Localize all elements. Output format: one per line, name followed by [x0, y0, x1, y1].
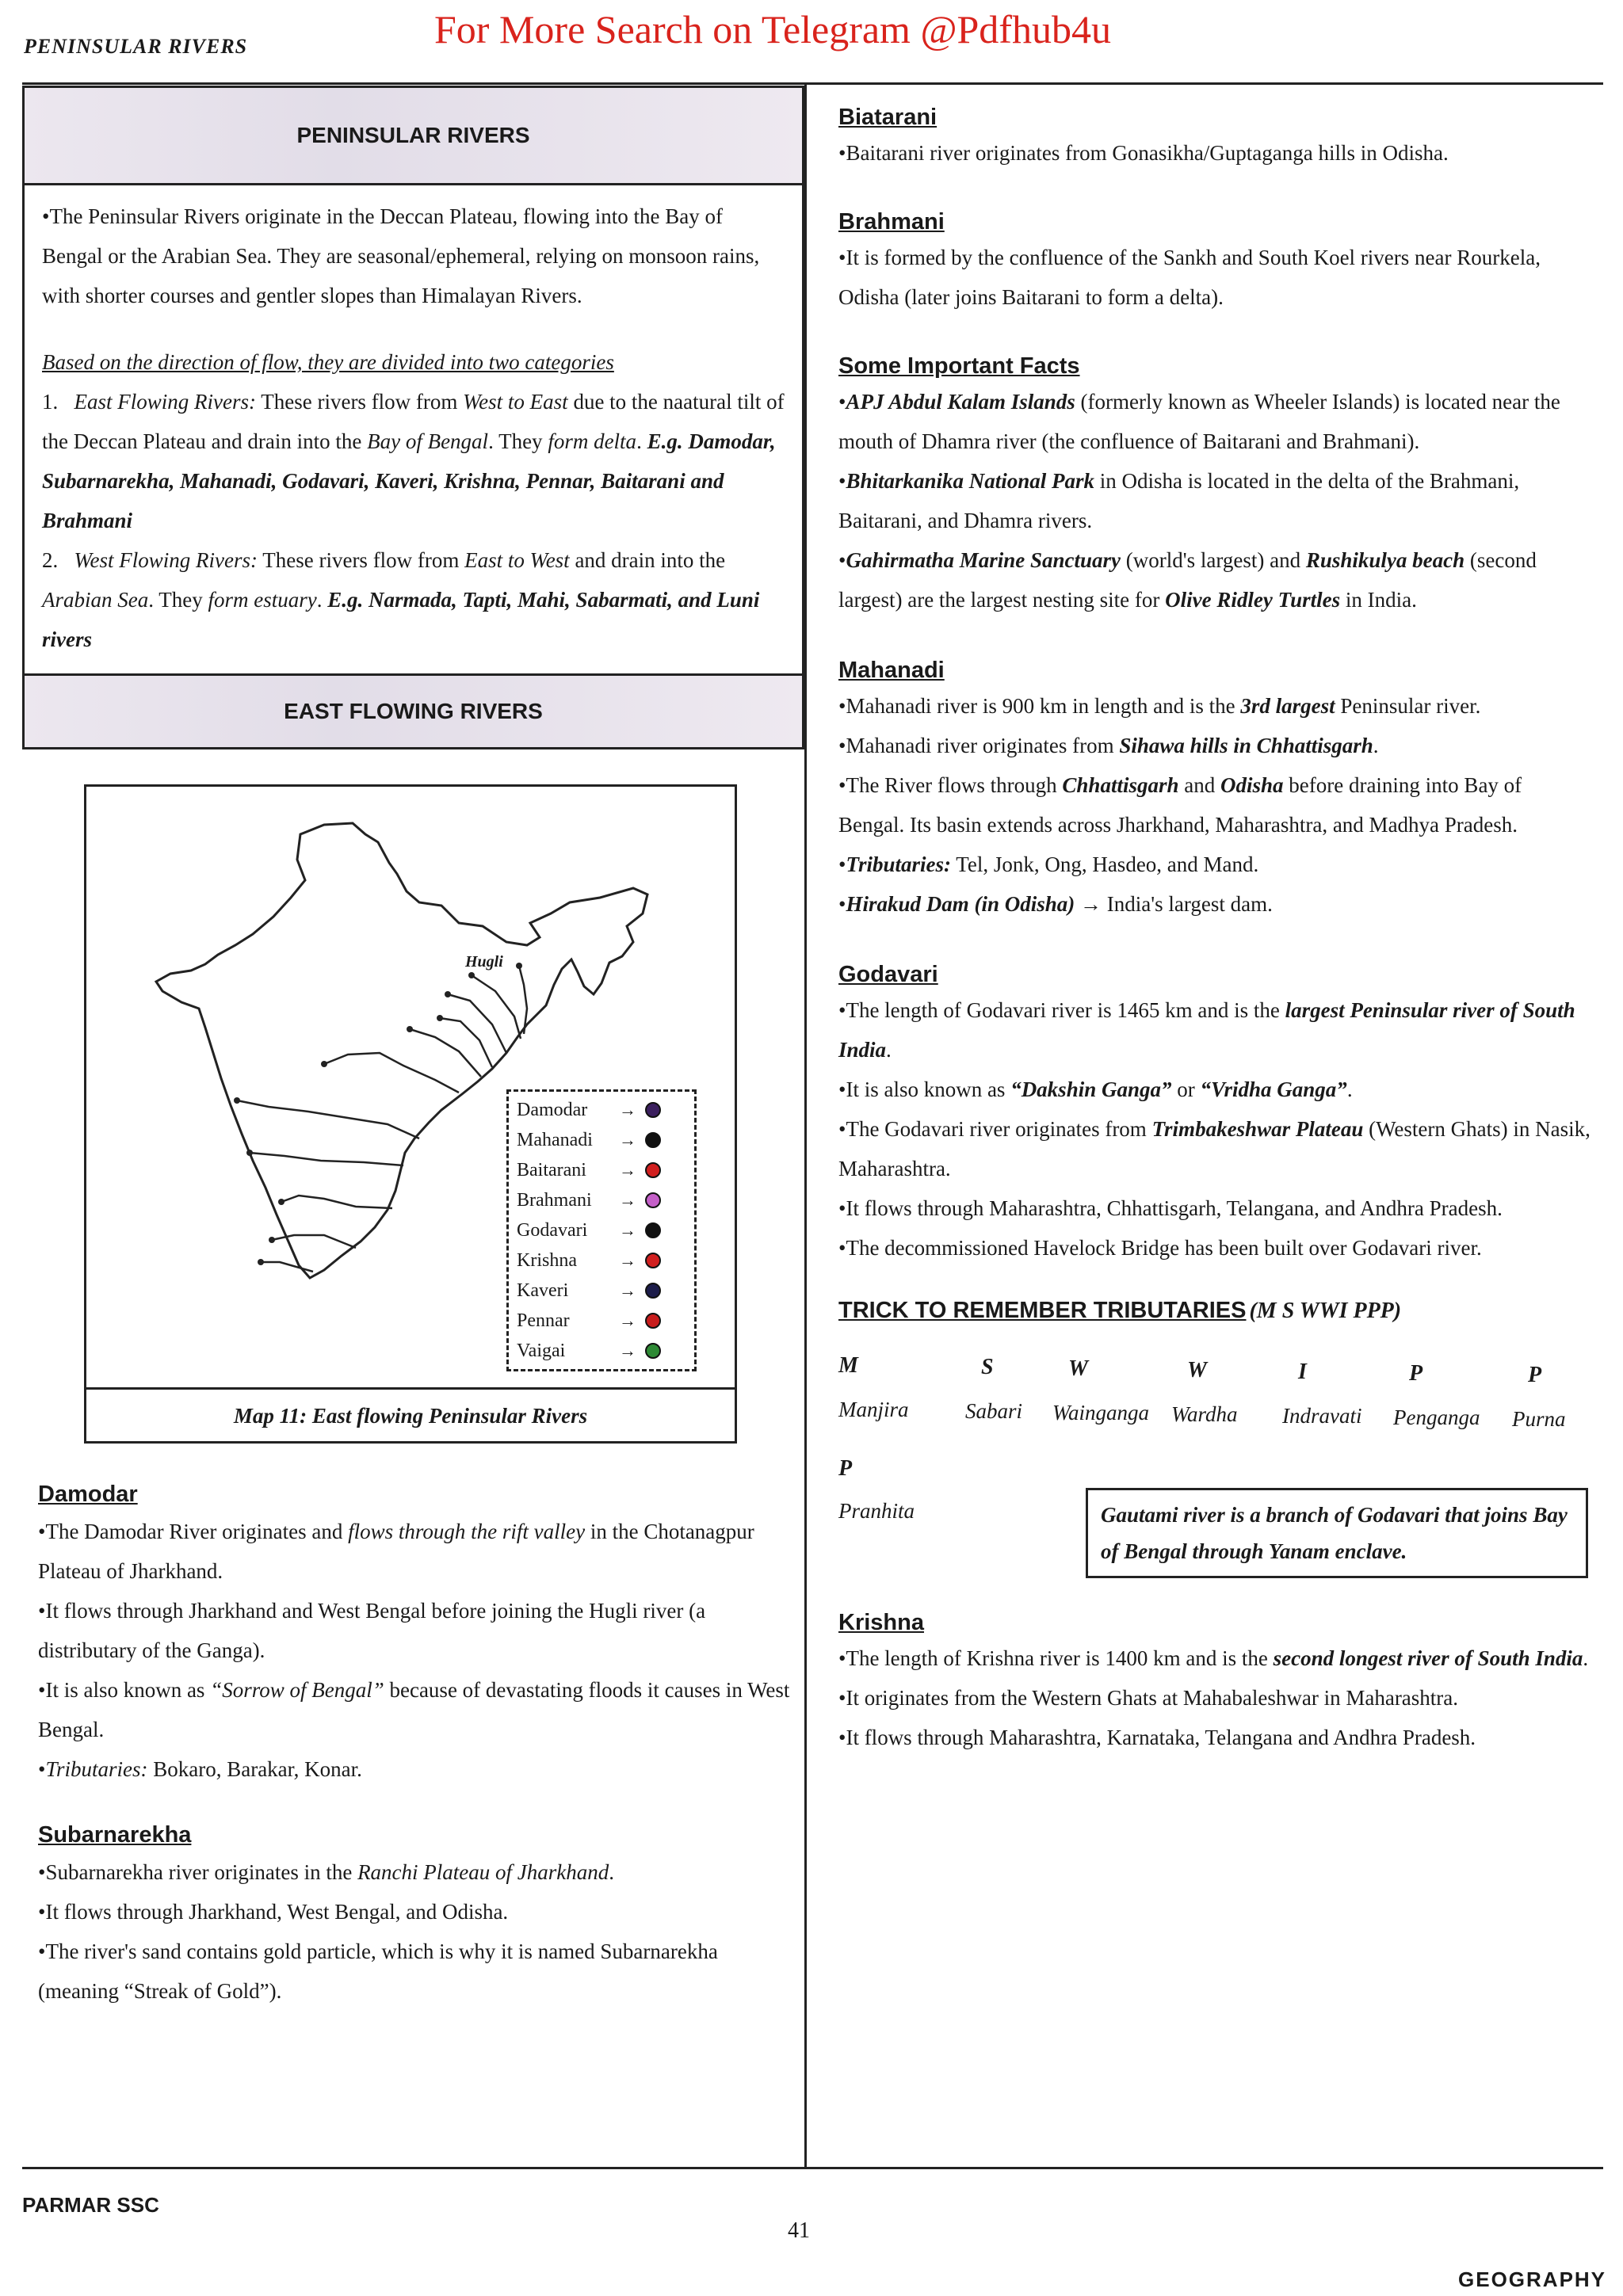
footer-brand: PARMAR SSC	[22, 2193, 159, 2217]
hugli-label: Hugli	[465, 953, 503, 971]
text: The length of Krishna river is 1400 km and is the	[846, 1646, 1274, 1670]
emphasis: “Sorrow of Bengal”	[210, 1678, 384, 1702]
trick-word: Penganga	[1393, 1405, 1480, 1429]
category-examples: E.g. Damodar, Subarnarekha, Mahanadi, Godavari, Kaveri, Krishna, Pennar, Baitarani and Brahmani	[42, 429, 776, 532]
text: in India.	[1340, 588, 1417, 612]
category-form: form delta	[548, 429, 637, 453]
godavari-bullet	[838, 1070, 1591, 1109]
river-mahanadi	[324, 1053, 459, 1093]
godavari-bullet	[838, 1109, 1591, 1188]
subarnarekha-bullet: • The river's sand contains gold particle, which is why it is named Subarnarekha (meaning “Streak of Gold”).	[38, 1932, 791, 2011]
running-header: PENINSULAR RIVERS	[24, 35, 248, 58]
text: (formerly known as Wheeler Islands) is located near the mouth of Dhamra river (the confluence of Baitarani and Brahmani).	[838, 390, 1560, 453]
emphasis: flows through the rift valley	[348, 1520, 586, 1543]
legend-label: Vaigai	[517, 1340, 566, 1361]
category-west	[42, 540, 785, 659]
legend-label: Baitarani	[517, 1159, 586, 1180]
text: .	[1583, 1646, 1589, 1670]
krishna-heading: Krishna	[838, 1610, 924, 1635]
text: Tel, Jonk, Ong, Hasdeo, and Mand.	[950, 852, 1259, 876]
category-direction: East to West	[464, 548, 570, 572]
legend-label: Godavari	[517, 1219, 588, 1241]
mahanadi-bullet	[838, 845, 1591, 884]
trick-letter: I	[1298, 1360, 1307, 1384]
text: Bokaro, Barakar, Konar.	[147, 1757, 362, 1781]
text: in the Chotanagpur Plateau of Jharkhand.	[38, 1520, 754, 1583]
text: (world's largest) and	[1121, 548, 1306, 572]
peninsular-title: PENINSULAR RIVERS	[296, 123, 530, 147]
trick-word: Purna	[1512, 1407, 1566, 1431]
text: The length of Godavari river is 1465 km and is the	[846, 998, 1285, 1022]
legend-label: Krishna	[517, 1249, 577, 1271]
facts-bullet	[838, 382, 1591, 461]
caption-divider	[86, 1387, 735, 1390]
text: → India's largest dam.	[1075, 892, 1273, 916]
emphasis: 3rd largest	[1240, 694, 1335, 718]
emphasis: Gahirmatha Marine Sanctuary	[846, 548, 1121, 572]
mahanadi-heading: Mahanadi	[838, 658, 945, 683]
godavari-heading: Godavari	[838, 962, 938, 987]
trick-letter: P	[1528, 1363, 1542, 1387]
intro-box	[22, 185, 804, 676]
text: .	[886, 1038, 892, 1062]
text: or	[1171, 1077, 1201, 1101]
godavari-bullet: • It flows through Maharashtra, Chhattisgarh, Telangana, and Andhra Pradesh.	[838, 1188, 1591, 1228]
legend-item	[517, 1125, 686, 1155]
brahmani-heading: Brahmani	[838, 209, 945, 235]
damodar-heading: Damodar	[38, 1482, 138, 1507]
category-name: West Flowing Rivers:	[74, 548, 258, 572]
emphasis: “Dakshin Ganga”	[1010, 1077, 1172, 1101]
legend-item	[517, 1185, 686, 1215]
emphasis: largest Peninsular river of South India	[838, 998, 1575, 1062]
category-sea: Arabian Sea	[42, 588, 149, 612]
river-vaigai	[261, 1262, 313, 1272]
category-sea: Bay of Bengal	[367, 429, 489, 453]
legend-dot	[645, 1132, 661, 1148]
subarnarekha-bullet: • It flows through Jharkhand, West Bengal, and Odisha.	[38, 1892, 791, 1932]
trick-word: Sabari	[965, 1399, 1023, 1423]
legend-dot	[645, 1102, 661, 1118]
krishna-bullet: • It originates from the Western Ghats at Mahabaleshwar in Maharashtra.	[838, 1678, 1591, 1718]
page-number: 41	[788, 2218, 810, 2243]
text: in Odisha is located in the delta of the Brahmani, Baitarani, and Dhamra rivers.	[838, 469, 1520, 532]
arrow-icon: →	[619, 1341, 636, 1360]
facts-bullet	[838, 461, 1591, 540]
text: It is also known as	[846, 1077, 1011, 1101]
text: The River flows through	[846, 773, 1063, 797]
legend-label: Brahmani	[517, 1189, 592, 1211]
trick-letter: W	[1068, 1356, 1088, 1381]
river-godavari	[237, 1100, 419, 1138]
arrow-icon: →	[619, 1190, 636, 1210]
river-hugli	[519, 966, 527, 1034]
legend-item	[517, 1336, 686, 1366]
peninsular-title-box	[22, 86, 804, 185]
emphasis: Olive Ridley Turtles	[1165, 588, 1341, 612]
emphasis: “Vridha Ganga”	[1200, 1077, 1347, 1101]
emphasis: Sihawa hills in Chhattisgarh	[1119, 734, 1373, 757]
text: Mahanadi river is 900 km in length and is the	[846, 694, 1241, 718]
trick-letter: P	[1409, 1361, 1423, 1386]
legend-item	[517, 1306, 686, 1336]
category-text: and drain into the	[569, 548, 726, 572]
text: .	[609, 1860, 614, 1884]
baitarani-bullet: • Baitarani river originates from Gonasikha/Guptaganga hills in Odisha.	[838, 133, 1591, 173]
legend-item	[517, 1215, 686, 1245]
mahanadi-bullet	[838, 765, 1591, 845]
label: Tributaries:	[846, 852, 951, 876]
gautami-note: Gautami river is a branch of Godavari that joins Bay of Bengal through Yanam enclave.	[1086, 1488, 1588, 1578]
damodar-bullet: • It flows through Jharkhand and West Bengal before joining the Hugli river (a distributary of the Ganga).	[38, 1591, 791, 1670]
right-column	[838, 101, 1591, 1757]
category-text: These rivers flow from	[257, 548, 465, 572]
legend-dot	[645, 1192, 661, 1208]
legend-dot	[645, 1253, 661, 1268]
river-pennar	[281, 1196, 392, 1208]
emphasis: Hirakud Dam (in Odisha)	[846, 892, 1075, 916]
promo-banner: For More Search on Telegram @Pdfhub4u	[434, 7, 1111, 51]
legend-dot	[645, 1313, 661, 1329]
east-title: EAST FLOWING RIVERS	[284, 699, 543, 723]
trick-section	[838, 1298, 1591, 1607]
category-examples: E.g. Narmada, Tapti, Mahi, Sabarmati, and Luni rivers	[42, 588, 760, 651]
mahanadi-bullet	[838, 884, 1591, 924]
category-form: form estuary	[208, 588, 317, 612]
brahmani-bullet: • It is formed by the confluence of the Sankh and South Koel rivers near Rourkela, Odisha (later joins Baitarani to form a delta).	[838, 238, 1591, 317]
damodar-bullet	[38, 1670, 791, 1749]
arrow-icon: →	[619, 1280, 636, 1300]
category-number: 2.	[42, 548, 59, 572]
legend-dot	[645, 1222, 661, 1238]
legend-item	[517, 1245, 686, 1276]
category-text: due to the naatural tilt of the Deccan Plateau and drain into the	[42, 390, 785, 453]
trick-word: Manjira	[838, 1398, 909, 1421]
column-divider	[804, 82, 807, 2169]
river-subarnarekha	[448, 994, 506, 1053]
emphasis: APJ Abdul Kalam Islands	[846, 390, 1075, 414]
emphasis: Chhattisgarh	[1062, 773, 1179, 797]
legend-item	[517, 1095, 686, 1125]
emphasis: Trimbakeshwar Plateau	[1151, 1117, 1364, 1141]
trick-letter: M	[838, 1353, 858, 1378]
arrow-icon: →	[619, 1100, 636, 1119]
damodar-bullet	[38, 1512, 791, 1591]
trick-code: (M S WWI PPP)	[1249, 1299, 1402, 1323]
category-text: . They	[488, 429, 548, 453]
mahanadi-bullet	[838, 686, 1591, 726]
category-text: .	[636, 429, 647, 453]
text: .	[1346, 1077, 1353, 1101]
legend-label: Damodar	[517, 1099, 588, 1120]
text: The Damodar River originates and	[45, 1520, 349, 1543]
text: Peninsular river.	[1335, 694, 1481, 718]
river-brahmani	[410, 1029, 481, 1077]
category-text: .	[316, 588, 328, 612]
category-number: 1.	[42, 390, 59, 414]
trick-letter: P	[838, 1456, 853, 1481]
text: (Western Ghats) in Nasik, Maharashtra.	[838, 1117, 1591, 1180]
arrow-icon: →	[619, 1250, 636, 1270]
text: before draining into Bay of Bengal. Its basin extends across Jharkhand, Maharashtra, and Madhya Pradesh.	[838, 773, 1522, 837]
emphasis: second longest river of South India	[1273, 1646, 1583, 1670]
map-caption: Map 11: East flowing Peninsular Rivers	[233, 1403, 588, 1428]
text: It is also known as	[45, 1678, 211, 1702]
left-column	[22, 86, 804, 2011]
legend-label: Pennar	[517, 1310, 570, 1331]
emphasis: Ranchi Plateau of Jharkhand	[357, 1860, 609, 1884]
category-direction: West to East	[463, 390, 568, 414]
legend-item	[517, 1276, 686, 1306]
label: Tributaries:	[45, 1757, 148, 1781]
category-text: . They	[148, 588, 208, 612]
intro-text: • The Peninsular Rivers originate in the Deccan Plateau, flowing into the Bay of Bengal or the Arabian Sea. They are seasonal/ephemeral, relying on monsoon rains, with shorter courses and gentler slopes than Himalayan Rivers.	[42, 196, 785, 315]
godavari-bullet: • The decommissioned Havelock Bridge has been built over Godavari river.	[838, 1228, 1591, 1268]
categories-heading: Based on the direction of flow, they are divided into two categories	[42, 350, 614, 374]
mahanadi-bullet	[838, 726, 1591, 765]
river-sources	[234, 963, 522, 1265]
trick-word: Pranhita	[838, 1499, 915, 1523]
subarnarekha-section	[22, 1789, 791, 2011]
trick-letter: S	[981, 1355, 994, 1379]
arrow-icon: →	[619, 1220, 636, 1240]
trick-heading: TRICK TO REMEMBER TRIBUTARIES	[838, 1298, 1247, 1323]
godavari-bullet	[838, 990, 1591, 1070]
legend-dot	[645, 1283, 661, 1299]
text: .	[1373, 734, 1379, 757]
text: Subarnarekha river originates in the	[45, 1860, 358, 1884]
river-damodar	[472, 975, 521, 1039]
subarnarekha-bullet	[38, 1852, 791, 1892]
facts-bullet	[838, 540, 1591, 620]
text: (second largest) are the largest nesting site for	[838, 548, 1537, 612]
arrow-icon: →	[619, 1130, 636, 1150]
krishna-bullet: • It flows through Maharashtra, Karnataka, Telangana and Andhra Pradesh.	[838, 1718, 1591, 1757]
trick-letter: W	[1187, 1358, 1207, 1383]
baitarani-heading: Biatarani	[838, 105, 938, 130]
damodar-bullet	[38, 1749, 791, 1789]
text: because of devastating floods it causes in West Bengal.	[38, 1678, 790, 1741]
river-krishna	[250, 1153, 403, 1165]
trick-title	[838, 1298, 1401, 1324]
east-title-box	[22, 676, 804, 749]
legend-label: Kaveri	[517, 1280, 569, 1301]
category-east	[42, 382, 785, 540]
krishna-bullet	[838, 1638, 1591, 1678]
arrow-icon: →	[619, 1310, 636, 1330]
footer-subject: GEOGRAPHY	[1458, 2267, 1607, 2291]
emphasis: Odisha	[1220, 773, 1284, 797]
trick-word: Wainganga	[1052, 1401, 1150, 1425]
river-kaveri	[272, 1235, 356, 1248]
legend-label: Mahanadi	[517, 1129, 593, 1150]
legend-dot	[645, 1162, 661, 1178]
text: Mahanadi river originates from	[846, 734, 1120, 757]
subarnarekha-heading: Subarnarekha	[38, 1822, 192, 1848]
trick-word: Indravati	[1282, 1404, 1362, 1428]
legend-item	[517, 1155, 686, 1185]
map-box	[84, 784, 737, 1444]
category-name: East Flowing Rivers:	[74, 390, 256, 414]
emphasis: Bhitarkanika National Park	[846, 469, 1095, 493]
text: and	[1178, 773, 1220, 797]
legend-dot	[645, 1343, 661, 1359]
map-legend	[506, 1089, 697, 1371]
arrow-icon: →	[619, 1160, 636, 1180]
frame-top	[22, 82, 1603, 85]
category-text: These rivers flow from	[255, 390, 464, 414]
facts-heading: Some Important Facts	[838, 353, 1080, 379]
trick-word: Wardha	[1171, 1402, 1238, 1426]
frame-bottom	[22, 2167, 1603, 2169]
damodar-section	[22, 1444, 791, 1789]
text: The Godavari river originates from	[846, 1117, 1152, 1141]
emphasis: Rushikulya beach	[1305, 548, 1465, 572]
